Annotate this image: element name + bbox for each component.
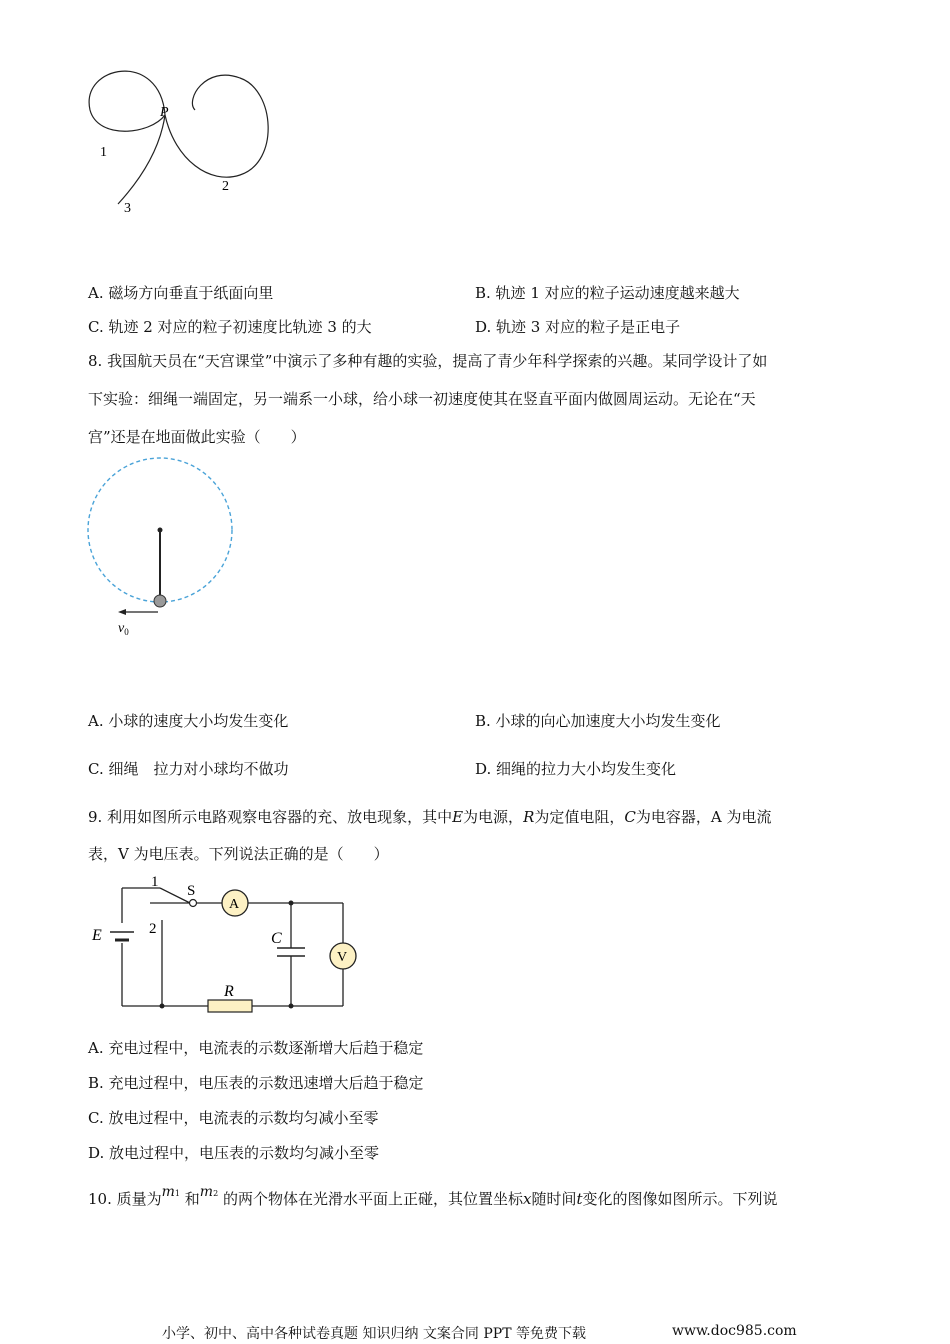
circuit-label-v: V	[337, 950, 348, 965]
footer-text: 小学、初中、高中各种试卷真题 知识归纳 文案合同 PPT 等免费下载	[162, 1326, 586, 1342]
q9-stem-line-1: 9. 利用如图所示电路观察电容器的充、放电现象，其中E为电源，R为定值电阻，C为电容器，A 为电流	[88, 808, 772, 826]
circuit-label-2: 2	[149, 921, 157, 937]
q8-option-c: C. 细绳 拉力对小球均不做功	[88, 760, 289, 778]
track-3	[118, 115, 165, 204]
switch-pivot	[190, 900, 197, 907]
fig7-label-p: P	[160, 105, 169, 120]
fig8-v-label: $v_0$	[118, 621, 129, 637]
fig7-label-2: 2	[222, 179, 229, 194]
circuit-label-r: R	[224, 983, 234, 1000]
track-1	[89, 71, 165, 131]
footer-url[interactable]: www.doc985.com	[672, 1323, 797, 1339]
circuit-label-1: 1	[151, 874, 159, 890]
circular-motion-figure	[80, 450, 250, 640]
circuit-label-e: E	[92, 927, 102, 944]
q10-stem-line-1: 10. 质量为m1 和m2 的两个物体在光滑水平面上正碰，其位置坐标x随时间t变化的图像如图所示。下列说	[88, 1184, 778, 1208]
arrow-head	[118, 609, 126, 615]
fig7-label-3: 3	[124, 201, 131, 216]
q7-option-c: C. 轨迹 2 对应的粒子初速度比轨迹 3 的大	[88, 318, 372, 336]
q8-option-d: D. 细绳的拉力大小均发生变化	[475, 760, 677, 778]
q8-option-b: B. 小球的向心加速度大小均发生变化	[475, 712, 721, 730]
q9-option-d: D. 放电过程中，电压表的示数均匀减小至零	[88, 1144, 380, 1162]
resistor	[208, 1000, 252, 1012]
fig7-label-1: 1	[100, 145, 107, 160]
q7-option-b: B. 轨迹 1 对应的粒子运动速度越来越大	[475, 284, 740, 302]
circuit-label-a: A	[229, 897, 240, 912]
q8-stem-line-1: 8. 我国航天员在“天宫课堂”中演示了多种有趣的实验，提高了青少年科学探索的兴趣。某同学设计了如	[88, 352, 768, 370]
ball	[154, 595, 166, 607]
particle-track-figure	[80, 70, 280, 220]
q9-option-b: B. 充电过程中，电压表的示数迅速增大后趋于稳定	[88, 1074, 424, 1092]
q7-option-d: D. 轨迹 3 对应的粒子是正电子	[475, 318, 681, 336]
q9-option-a: A. 充电过程中，电流表的示数逐渐增大后趋于稳定	[88, 1039, 424, 1057]
q8-stem-line-3: 宫”还是在地面做此实验（ ）	[88, 428, 306, 446]
q9-stem-line-2: 表，V 为电压表。下列说法正确的是（ ）	[88, 845, 389, 863]
q9-option-c: C. 放电过程中，电流表的示数均匀减小至零	[88, 1109, 379, 1127]
circuit-diagram	[85, 868, 365, 1018]
circuit-label-c: C	[271, 930, 282, 947]
track-2	[165, 75, 268, 177]
q8-stem-line-2: 下实验：细绳一端固定，另一端系一小球，给小球一初速度使其在竖直平面内做圆周运动。无论在“天	[88, 390, 756, 408]
q8-option-a: A. 小球的速度大小均发生变化	[88, 712, 289, 730]
q7-option-a: A. 磁场方向垂直于纸面向里	[88, 284, 274, 302]
circuit-label-s: S	[187, 883, 196, 899]
